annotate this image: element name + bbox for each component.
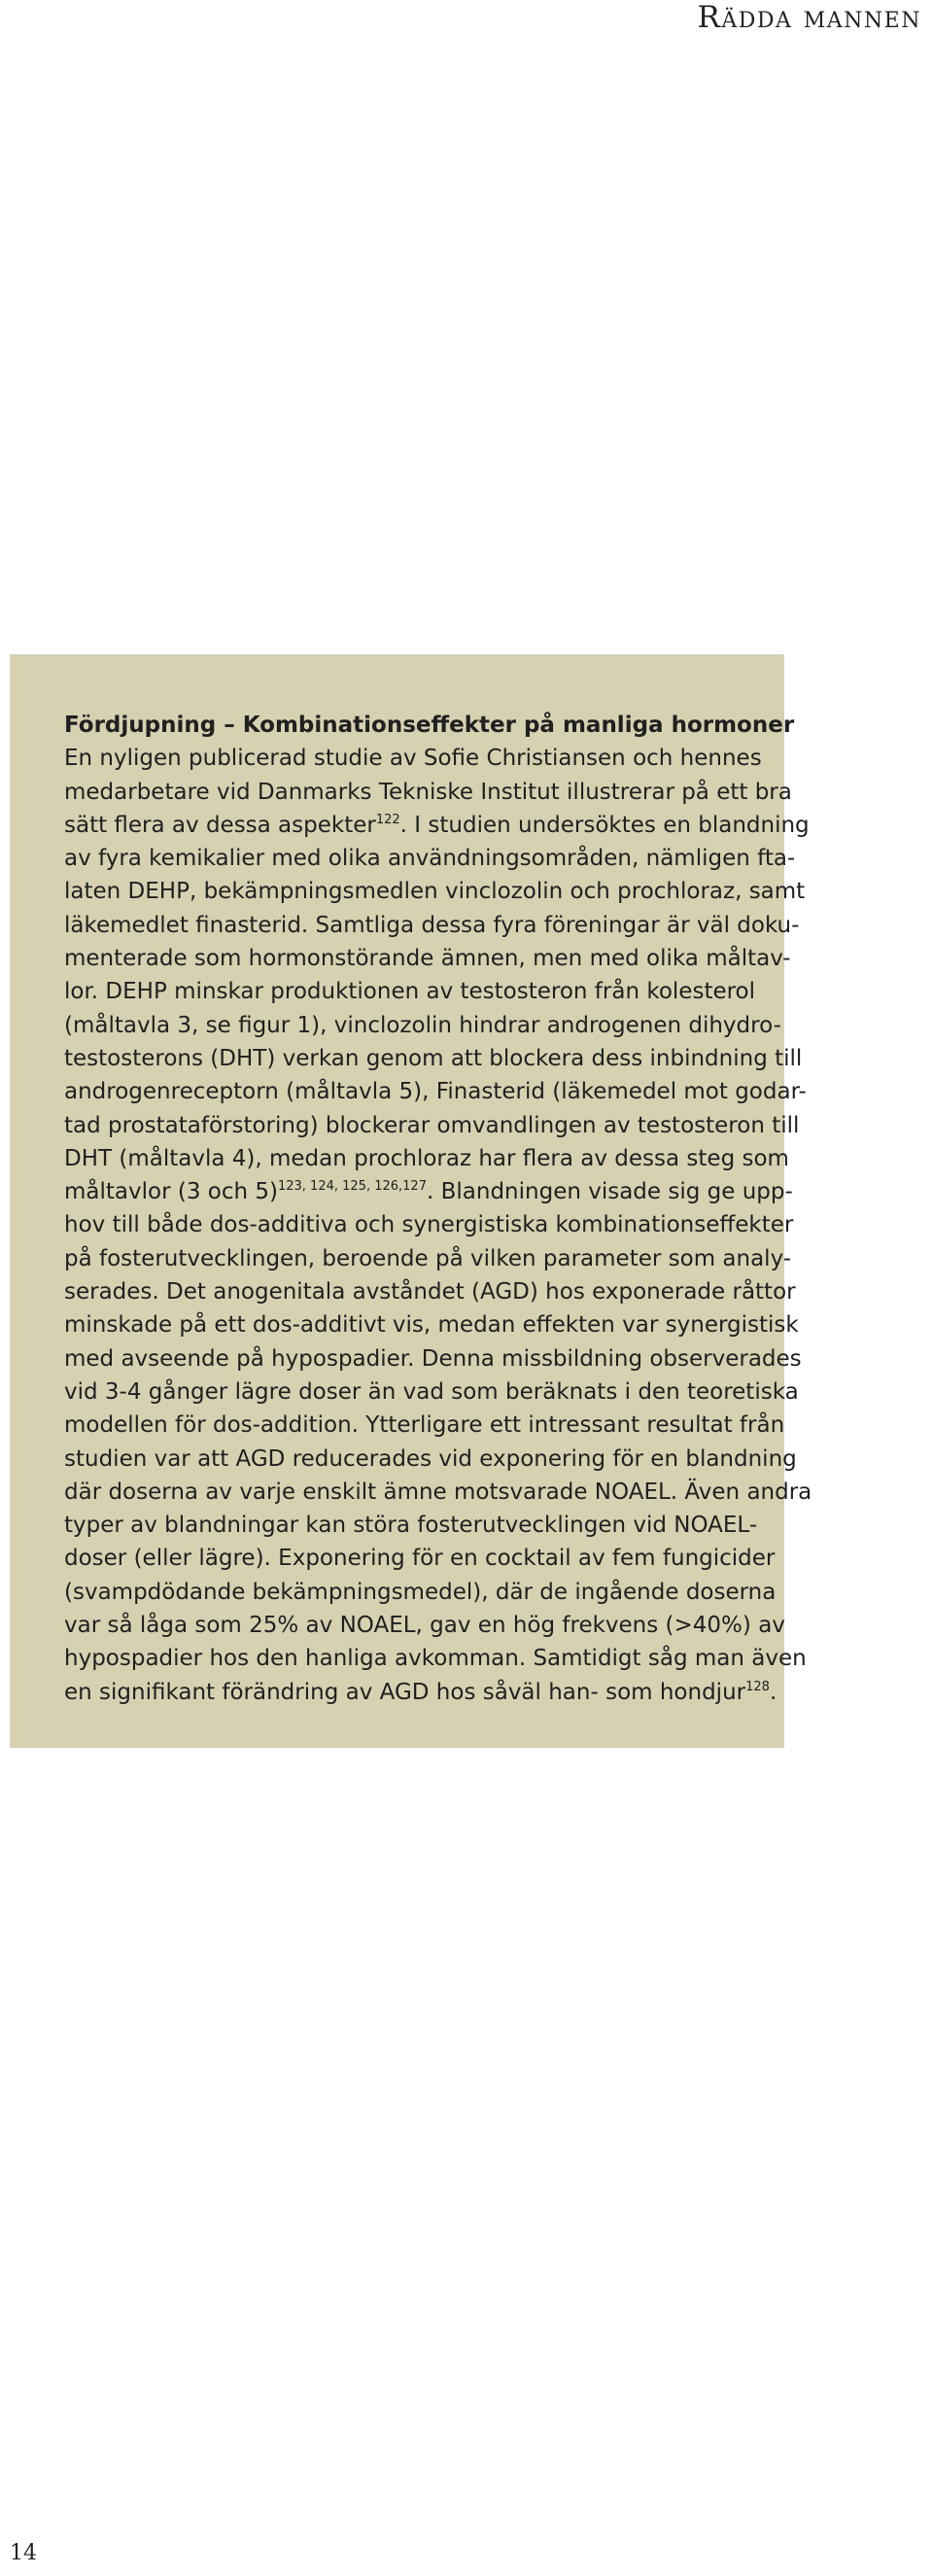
box-text-line bbox=[64, 1142, 789, 1175]
box-text-line bbox=[64, 1542, 776, 1575]
line-text: (svampdödande bekämpningsmedel), där de ingående doserna bbox=[64, 1579, 777, 1605]
line-text-continued: . I studien undersöktes en blandning bbox=[399, 812, 810, 838]
line-text: där doserna av varje enskilt ämne motsvarade NOAEL. Även andra bbox=[64, 1479, 812, 1505]
box-text-line bbox=[64, 842, 796, 875]
sidebar-box-text bbox=[64, 709, 812, 1709]
reference-superscript: 123, 124, 125, 126,127 bbox=[277, 1179, 427, 1195]
box-text-line bbox=[64, 809, 810, 842]
line-text: DHT (måltavla 4), medan prochloraz har flera av dessa steg som bbox=[64, 1145, 789, 1171]
line-text-continued: . bbox=[769, 1679, 778, 1705]
box-text-line bbox=[64, 1409, 785, 1442]
box-heading: Fördjupning – Kombinationseffekter på manliga hormoner bbox=[64, 713, 795, 738]
box-text-line bbox=[64, 909, 800, 942]
box-text-line bbox=[64, 1509, 758, 1542]
page-number: 14 bbox=[10, 2541, 37, 2565]
box-text-line bbox=[64, 1042, 803, 1075]
line-text: menterade som hormonstörande ämnen, men med olika måltav- bbox=[64, 946, 791, 972]
line-text: medarbetare vid Danmarks Tekniske Institut illustrerar på ett bra bbox=[64, 779, 792, 805]
line-text: En nyligen publicerad studie av Sofie Christiansen och hennes bbox=[64, 746, 762, 772]
line-text: modellen för dos-addition. Ytterligare ett intressant resultat från bbox=[64, 1412, 785, 1439]
line-text-continued: . Blandningen visade sig ge upp- bbox=[426, 1179, 793, 1205]
box-text-line bbox=[64, 1075, 807, 1108]
line-text: måltavlor (3 och 5) bbox=[64, 1179, 278, 1205]
line-text: tad prostataförstoring) blockerar omvandlingen av testosteron till bbox=[64, 1112, 800, 1138]
line-text: läkemedlet finasterid. Samtliga dessa fyra föreningar är väl doku- bbox=[64, 912, 800, 938]
line-text: serades. Det anogenitala avståndet (AGD) hos exponerade råttor bbox=[64, 1279, 796, 1305]
box-text-line bbox=[64, 1242, 792, 1275]
box-text-line bbox=[64, 1342, 802, 1375]
box-text-line bbox=[64, 1476, 812, 1509]
line-text: laten DEHP, bekämpningsmedlen vinclozolin och prochloraz, samt bbox=[64, 879, 806, 905]
line-text: av fyra kemikalier med olika användningsområden, nämligen fta- bbox=[64, 846, 796, 872]
line-text: hypospadier hos den hanliga avkomman. Samtidigt såg man även bbox=[64, 1646, 807, 1672]
reference-superscript: 128 bbox=[745, 1679, 770, 1694]
box-text-line bbox=[64, 942, 791, 975]
box-text-line bbox=[64, 1576, 777, 1609]
line-text: androgenreceptorn (måltavla 5), Finasterid (läkemedel mot godar- bbox=[64, 1079, 807, 1105]
line-text: med avseende på hypospadier. Denna missbildning observerades bbox=[64, 1345, 802, 1372]
box-text-line bbox=[64, 1308, 799, 1341]
box-text-line bbox=[64, 1109, 800, 1142]
box-text-line bbox=[64, 1443, 797, 1476]
box-text-line bbox=[64, 1275, 796, 1308]
box-text-line bbox=[64, 1009, 781, 1042]
running-head: Rädda mannen bbox=[697, 0, 921, 35]
line-text: testosterons (DHT) verkan genom att blockera dess inbindning till bbox=[64, 1045, 803, 1071]
box-text-line bbox=[64, 1609, 785, 1642]
box-text-line bbox=[64, 1642, 807, 1675]
box-text-line bbox=[64, 1375, 799, 1409]
box-text-line bbox=[64, 776, 792, 809]
box-text-line bbox=[64, 975, 756, 1008]
line-text: studien var att AGD reducerades vid exponering för en blandning bbox=[64, 1445, 797, 1472]
line-text: var så låga som 25% av NOAEL, gav en hög frekvens (>40%) av bbox=[64, 1613, 785, 1639]
line-text: doser (eller lägre). Exponering för en cocktail av fem fungicider bbox=[64, 1546, 776, 1572]
line-text: vid 3-4 gånger lägre doser än vad som beräknats i den teoretiska bbox=[64, 1378, 799, 1405]
box-text-line bbox=[64, 742, 762, 775]
line-text: sätt flera av dessa aspekter bbox=[64, 812, 376, 838]
box-text-line bbox=[64, 1208, 794, 1241]
box-text-line bbox=[64, 875, 806, 908]
line-text: hov till både dos-additiva och synergistiska kombinationseffekter bbox=[64, 1212, 794, 1238]
box-text-line bbox=[64, 1175, 793, 1208]
line-text: minskade på ett dos-additivt vis, medan effekten var synergistisk bbox=[64, 1312, 799, 1339]
line-text: en signifikant förändring av AGD hos såväl han- som hondjur bbox=[64, 1679, 746, 1705]
line-text: (måltavla 3, se figur 1), vinclozolin hindrar androgenen dihydro- bbox=[64, 1012, 781, 1038]
reference-superscript: 122 bbox=[375, 812, 400, 827]
line-text: lor. DEHP minskar produktionen av testosteron från kolesterol bbox=[64, 979, 756, 1005]
line-text: typer av blandningar kan störa fosterutvecklingen vid NOAEL- bbox=[64, 1513, 758, 1539]
box-text-line bbox=[64, 1676, 778, 1709]
sidebar-box bbox=[10, 654, 812, 1748]
line-text: på fosterutvecklingen, beroende på vilken parameter som analy- bbox=[64, 1245, 792, 1271]
